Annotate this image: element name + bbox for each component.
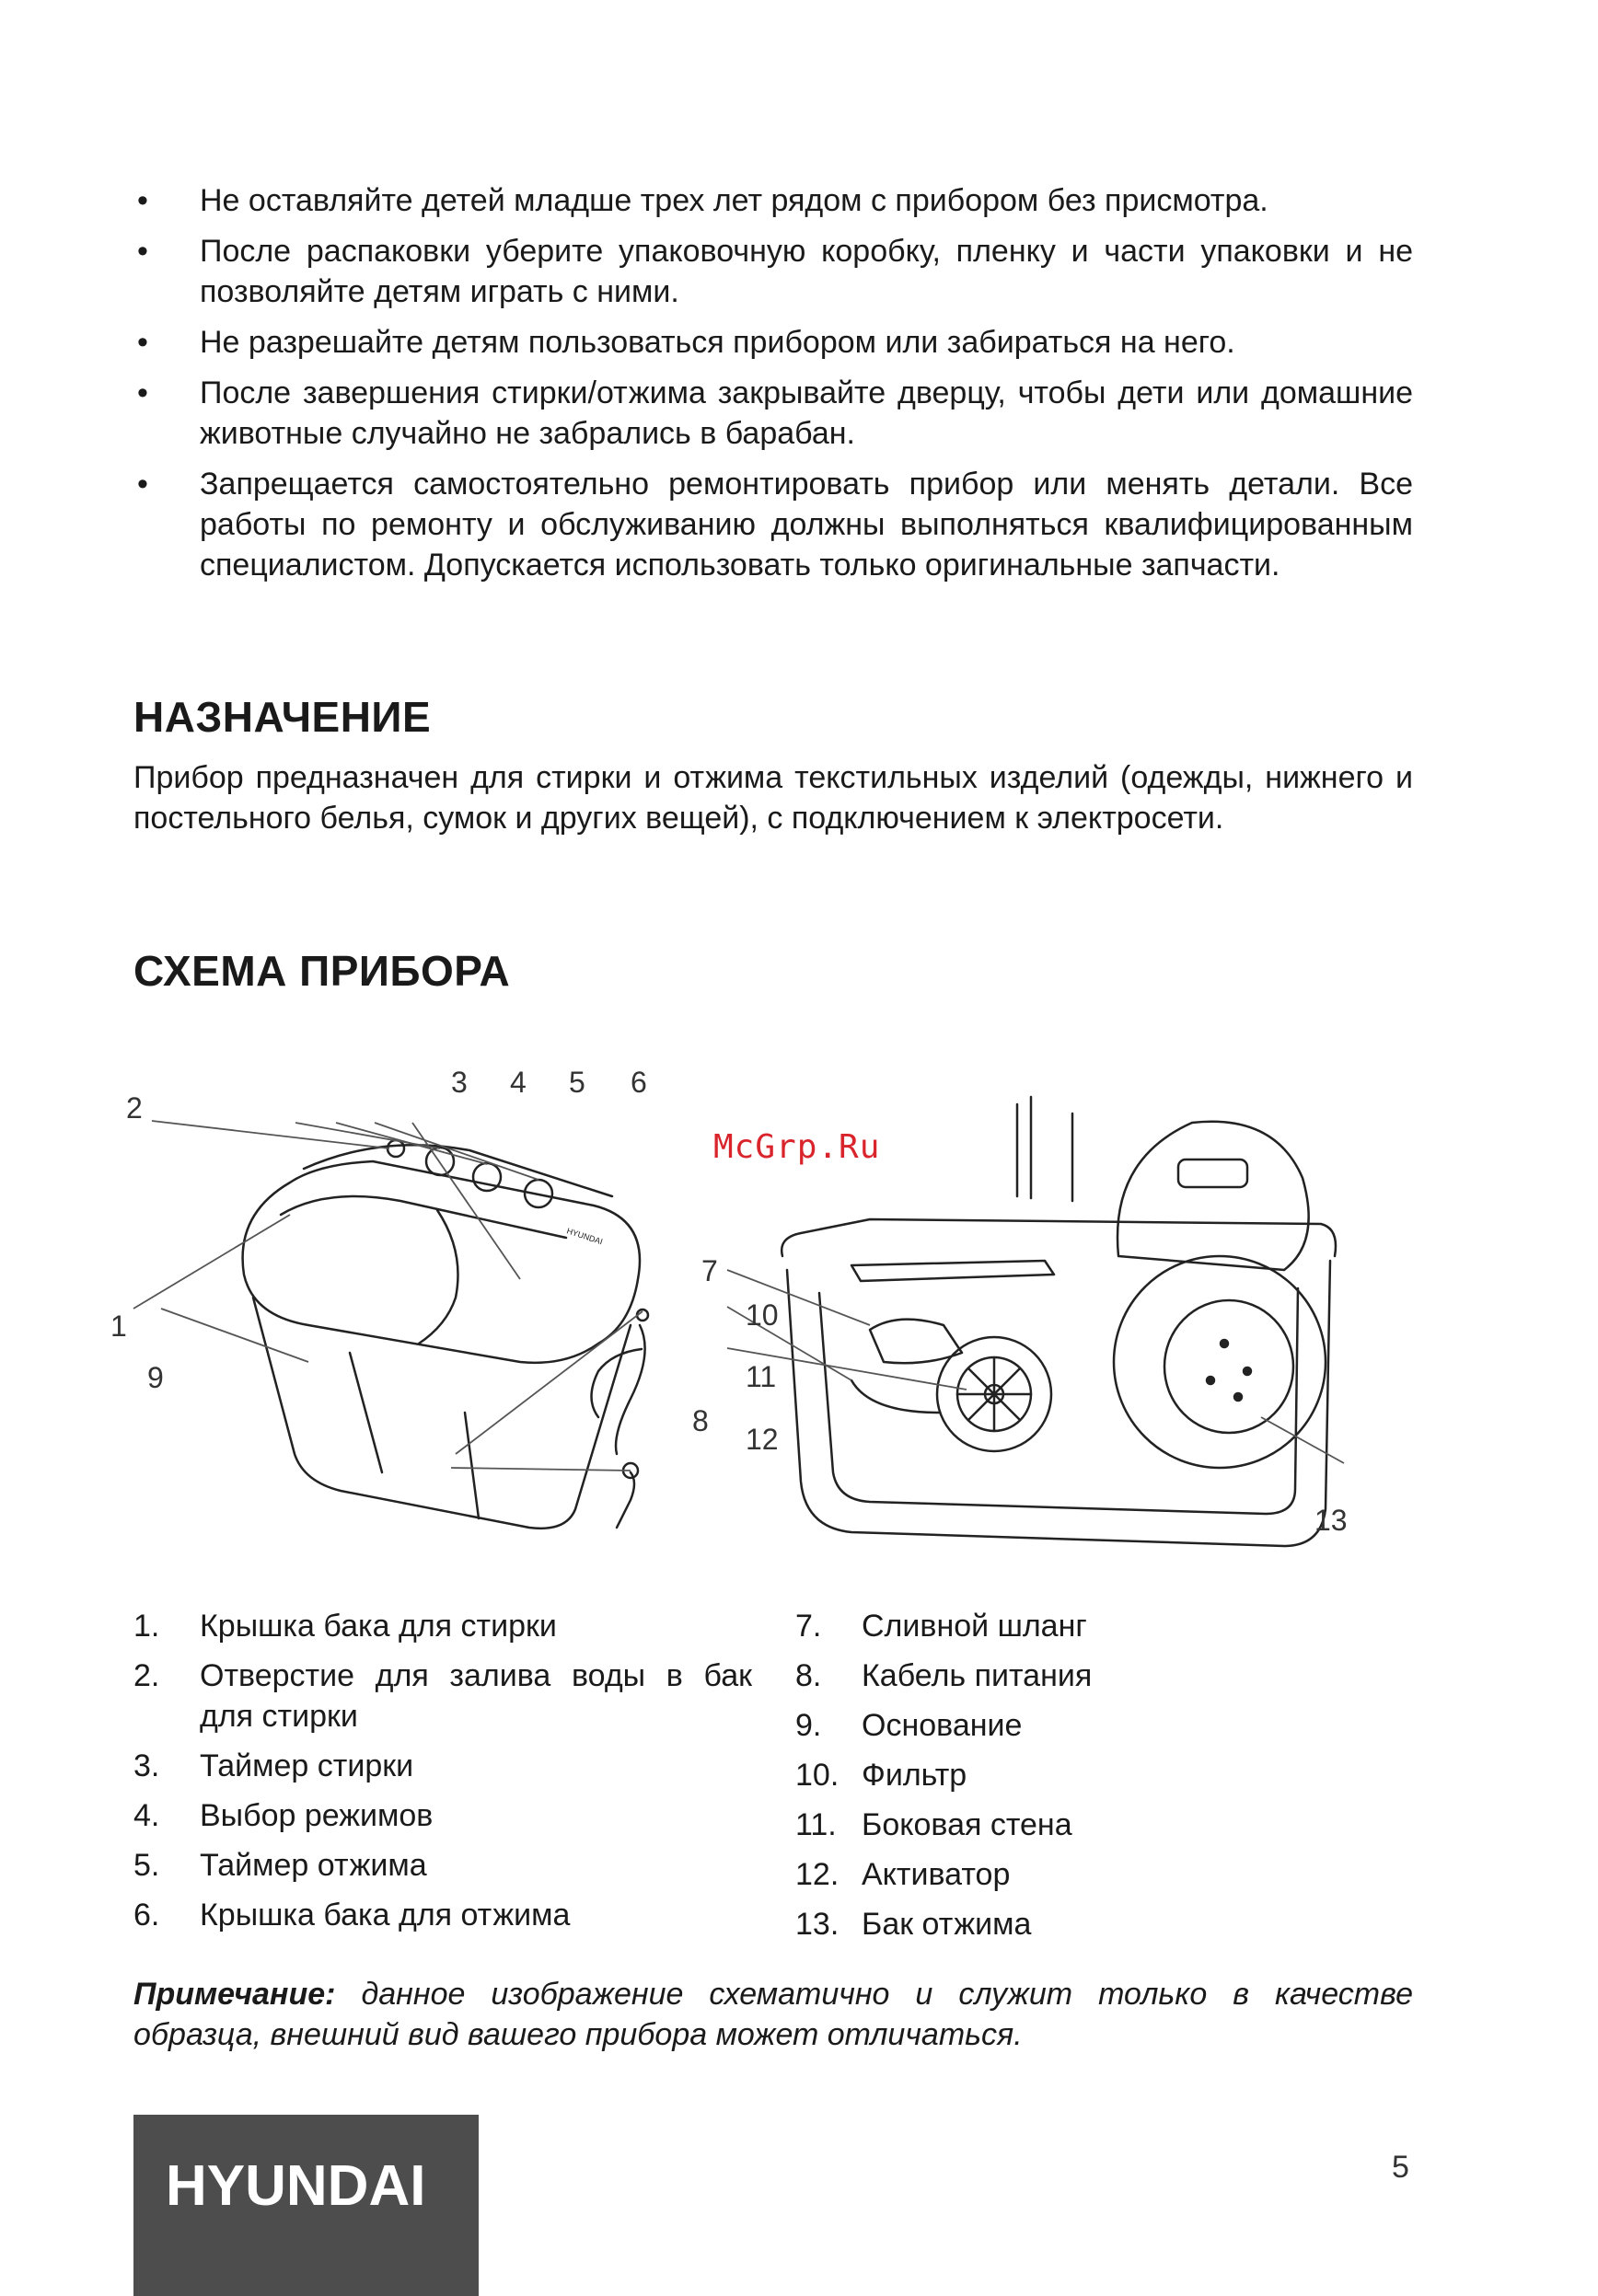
legend-number: 12. — [795, 1857, 840, 1892]
legend-item — [795, 1705, 1414, 1746]
water-inlet-icon — [388, 1140, 404, 1157]
machine-brand-label: HYUNDAI — [565, 1226, 605, 1247]
legend-number: 10. — [795, 1758, 840, 1793]
legend-item — [795, 1755, 1414, 1795]
purpose-text: Прибор предназначен для стирки и отжима текстильных изделий (одежды, нижнего и постельного белья, сумок и других вещей), с подключением к электросети. — [133, 760, 1413, 836]
legend-number: 3. — [133, 1748, 160, 1783]
legend-item — [795, 1606, 1414, 1646]
legend-item — [133, 1656, 752, 1736]
callout-10: 10 — [746, 1298, 779, 1332]
spin-lid-handle-icon — [1178, 1160, 1247, 1187]
legend-label: Крышка бака для отжима — [200, 1898, 571, 1933]
page-number: 5 — [1392, 2150, 1409, 2185]
legend-number: 2. — [133, 1658, 160, 1693]
legend-number: 7. — [795, 1609, 822, 1644]
note-text: данное изображение схематично и служит только в качестве образца, внешний вид вашего прибора может отличаться. — [133, 1977, 1413, 2052]
brand-logo-box — [133, 2115, 479, 2296]
bullet-text: Запрещается самостоятельно ремонтировать прибор или менять детали. Все работы по ремонту и обслуживанию должны выполняться квалифицированным специалистом. Допускается использовать только оригинальные запчасти. — [200, 467, 1413, 583]
purpose-heading: НАЗНАЧЕНИЕ — [133, 693, 432, 741]
legend-label: Таймер отжима — [200, 1848, 427, 1883]
bullet-dot: • — [137, 234, 148, 269]
note-paragraph — [133, 1974, 1413, 2055]
bullet-dot: • — [137, 325, 148, 360]
legend-number: 11. — [795, 1807, 837, 1842]
legend-label: Сливной шланг — [862, 1609, 1087, 1644]
legend-list-left — [133, 1606, 752, 1944]
callout-leaders — [133, 1121, 1344, 1471]
legend-item — [133, 1746, 752, 1786]
legend-number: 4. — [133, 1798, 160, 1833]
legend-label: Крышка бака для стирки — [200, 1609, 557, 1644]
legend-item — [133, 1795, 752, 1836]
legend-number: 6. — [133, 1898, 160, 1933]
legend-label: Таймер стирки — [200, 1748, 414, 1783]
callout-9: 9 — [147, 1361, 164, 1394]
legend-number: 1. — [133, 1609, 160, 1644]
legend-item — [133, 1895, 752, 1935]
legend-label: Отверстие для залива воды в бак для стирки — [200, 1658, 752, 1734]
filter-icon — [870, 1320, 962, 1364]
callout-11: 11 — [746, 1360, 777, 1393]
legend-label: Бак отжима — [862, 1907, 1032, 1942]
watermark-text: McGrp.Ru — [713, 1128, 881, 1166]
callout-7: 7 — [701, 1254, 718, 1287]
callout-8: 8 — [692, 1404, 709, 1437]
scheme-heading: СХЕМА ПРИБОРА — [133, 947, 511, 995]
callout-5: 5 — [569, 1066, 585, 1099]
bullet-item — [133, 231, 1413, 312]
bullet-dot: • — [137, 183, 148, 218]
legend-number: 5. — [133, 1848, 160, 1883]
legend-item — [795, 1854, 1414, 1895]
bullet-dot: • — [137, 375, 148, 410]
legend-label: Выбор режимов — [200, 1798, 434, 1833]
callout-6: 6 — [631, 1066, 647, 1099]
legend-label: Основание — [862, 1708, 1023, 1743]
bullet-text: Не разрешайте детям пользоваться прибором или забираться на него. — [200, 325, 1235, 360]
bullet-item — [133, 373, 1413, 454]
legend-label: Кабель питания — [862, 1658, 1093, 1693]
legend-label: Фильтр — [862, 1758, 967, 1793]
legend-number: 13. — [795, 1907, 840, 1942]
brand-logo-text: HYUNDAI — [166, 2154, 426, 2218]
legend-list-right — [795, 1606, 1414, 1954]
legend-item — [795, 1904, 1414, 1944]
bullet-dot: • — [137, 467, 148, 502]
bullet-item — [133, 464, 1413, 585]
legend-item — [133, 1606, 752, 1646]
legend-number: 8. — [795, 1658, 822, 1693]
mode-selector-knob-icon — [473, 1163, 501, 1191]
bullet-item — [133, 180, 1413, 221]
bullet-text: Не оставляйте детей младше трех лет рядом с прибором без присмотра. — [200, 183, 1268, 218]
callout-1: 1 — [110, 1310, 127, 1343]
legend-item — [795, 1656, 1414, 1696]
legend-number: 9. — [795, 1708, 822, 1743]
safety-bullet-list — [133, 180, 1413, 595]
legend-item — [133, 1845, 752, 1886]
legend-item — [795, 1805, 1414, 1845]
callout-12: 12 — [746, 1423, 779, 1456]
callout-13: 13 — [1314, 1504, 1348, 1537]
bullet-text: После распаковки уберите упаковочную коробку, пленку и части упаковки и не позволяйте детям играть с ними. — [200, 234, 1413, 309]
appliance-diagram — [110, 1049, 1413, 1564]
note-label: Примечание: — [133, 1977, 336, 2012]
bullet-text: После завершения стирки/отжима закрывайте дверцу, чтобы дети или домашние животные случайно не забрались в барабан. — [200, 375, 1413, 451]
legend-label: Боковая стена — [862, 1807, 1072, 1842]
callout-3: 3 — [451, 1066, 468, 1099]
callout-4: 4 — [510, 1066, 527, 1099]
legend-label: Активатор — [862, 1857, 1011, 1892]
bullet-item — [133, 322, 1413, 363]
callout-2: 2 — [126, 1091, 143, 1125]
